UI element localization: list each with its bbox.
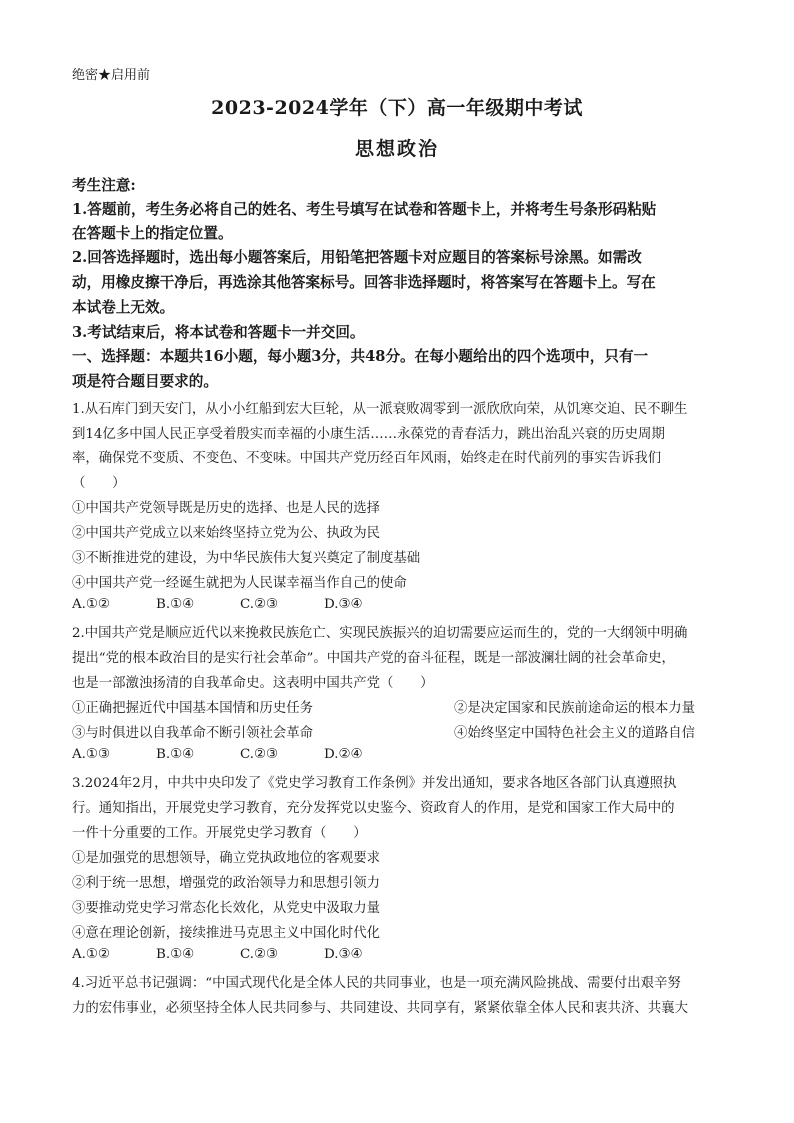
subject-title: 思想政治	[354, 138, 439, 160]
q1-stem-line-3: 率，确保党不变质、不变色、不变味。中国共产党历经百年风雨，始终走在时代前列的事实告诉我们	[72, 451, 662, 466]
notice-1-line-2: 在答题卡上的指定位置。	[72, 225, 233, 242]
q4-stem-line-1: 4.习近平总书记强调：“中国式现代化是全体人民的共同事业，也是一项充满风险挑战、需要付出艰辛努	[72, 976, 681, 991]
q2-option-4: ④始终坚定中国特色社会主义的道路自信	[454, 726, 696, 741]
q3-choice-d: D.③④	[324, 947, 363, 962]
notice-2-line-1: 2.回答选择题时，选出每小题答案后，用铅笔把答题卡对应题目的答案标号涂黑。如需改	[72, 249, 642, 266]
secret-mark: 绝密★启用前	[72, 68, 151, 83]
q2-choice-d: D.②④	[324, 747, 363, 762]
exam-title: 2023-2024学年（下）高一年级期中考试	[211, 97, 583, 119]
section-1-line-2: 项是符合题目要求的。	[72, 373, 218, 390]
q2-stem-line-2: 提出“党的根本政治目的是实行社会革命”。中国共产党的奋斗征程，既是一部波澜壮阔的社会革命史，	[72, 651, 675, 666]
q3-stem-line-3: 一件十分重要的工作。开展党史学习教育（ ）	[72, 826, 367, 841]
q3-stem-line-2: 行。通知指出，开展党史学习教育，充分发挥党以史鉴今、资政育人的作用，是党和国家工作大局中的	[72, 801, 675, 816]
q3-choice-c: C.②③	[240, 947, 279, 962]
q3-option-2: ②利于统一思想，增强党的政治领导力和思想引领力	[72, 876, 380, 891]
notice-heading: 考生注意:	[72, 177, 136, 194]
q1-option-2: ②中国共产党成立以来始终坚持立党为公、执政为民	[72, 526, 380, 541]
notice-1-line-1: 1.答题前，考生务必将自己的姓名、考生号填写在试卷和答题卡上，并将考生号条形码粘贴	[72, 201, 657, 218]
q2-option-3: ③与时俱进以自我革命不断引领社会革命	[72, 726, 314, 741]
q1-stem-line-2: 到14亿多中国人民正享受着殷实而幸福的小康生活……永葆党的青春活力，跳出治乱兴衰的历史周期	[72, 427, 665, 442]
q1-option-4: ④中国共产党一经诞生就把为人民谋幸福当作自己的使命	[72, 576, 407, 591]
q3-stem-line-1: 3.2024年2月，中共中央印发了《党史学习教育工作条例》并发出通知，要求各地区各部门认真遵照执	[72, 776, 677, 791]
q2-stem-line-1: 2.中国共产党是顺应近代以来挽救民族危亡、实现民族振兴的迫切需要应运而生的，党的一大纲领中明确	[72, 626, 688, 641]
q1-stem-line-1: 1.从石库门到天安门，从小小红船到宏大巨轮，从一派衰败凋零到一派欣欣向荣，从饥寒交迫、民不聊生	[72, 402, 688, 417]
q1-choice-b: B.①④	[156, 597, 195, 612]
q3-choice-b: B.①④	[156, 947, 195, 962]
q1-option-1: ①中国共产党领导既是历史的选择、也是人民的选择	[72, 501, 380, 516]
q2-stem-line-3: 也是一部激浊扬清的自我革命史。这表明中国共产党（ ）	[72, 676, 434, 691]
q1-choices	[72, 597, 732, 612]
q1-stem-line-4: （ ）	[72, 476, 126, 491]
q3-option-4: ④意在理论创新，接续推进马克思主义中国化时代化	[72, 926, 380, 941]
q2-choice-b: B.①④	[156, 747, 195, 762]
q3-option-1: ①是加强党的思想领导，确立党执政地位的客观要求	[72, 851, 380, 866]
notice-2-line-2: 动，用橡皮擦干净后，再选涂其他答案标号。回答非选择题时，将答案写在答题卡上。写在	[72, 274, 656, 291]
q2-choice-c: C.②③	[240, 747, 279, 762]
q2-option-1: ①正确把握近代中国基本国情和历史任务	[72, 701, 314, 716]
notice-3: 3.考试结束后，将本试卷和答题卡一并交回。	[72, 324, 365, 341]
q1-choice-a: A.①②	[72, 597, 110, 612]
q4-stem-line-2: 力的宏伟事业，必须坚持全体人民共同参与、共同建设、共同享有，紧紧依靠全体人民和衷共济、共襄大	[72, 1001, 688, 1016]
section-1-line-1: 一、选择题：本题共16小题，每小题3分，共48分。在每小题给出的四个选项中，只有一	[72, 348, 649, 365]
q2-options-row-2	[72, 722, 732, 741]
q3-choices	[72, 947, 732, 962]
q1-choice-c: C.②③	[240, 597, 279, 612]
q2-choice-a: A.①③	[72, 747, 110, 762]
q1-choice-d: D.③④	[324, 597, 363, 612]
q2-choices	[72, 747, 732, 762]
notice-2-line-3: 本试卷上无效。	[72, 299, 175, 316]
q3-choice-a: A.①②	[72, 947, 110, 962]
q2-options-row-1	[72, 697, 732, 716]
q3-option-3: ③要推动党史学习常态化长效化，从党史中汲取力量	[72, 901, 380, 916]
q1-option-3: ③不断推进党的建设，为中华民族伟大复兴奠定了制度基础	[72, 551, 421, 566]
q2-option-2: ②是决定国家和民族前途命运的根本力量	[454, 701, 696, 716]
